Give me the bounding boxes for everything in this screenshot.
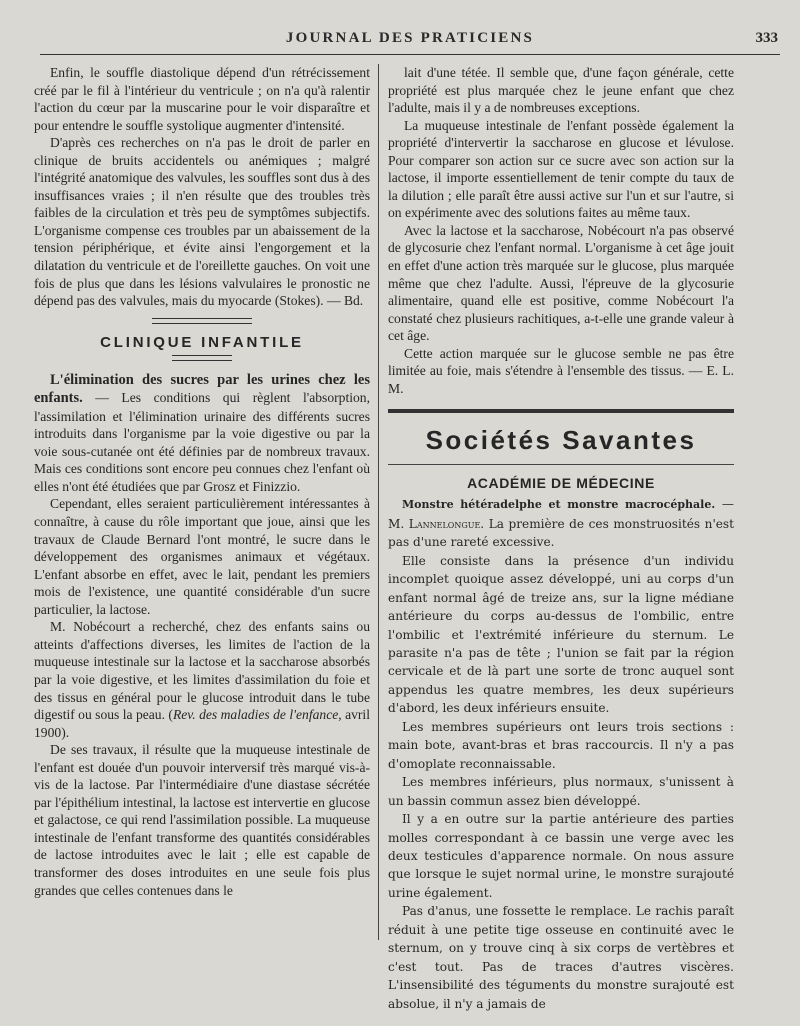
paragraph	[34, 618, 370, 741]
paragraph: La muqueuse intestinale de l'enfant possède également la propriété d'intervertir la saccharose en glucose et lévulose. Pour comparer son action sur ce sucre avec son action sur la lactose, il importe essentiellement de tenir compte du taux de la dilution ; elle paraît être aussi active sur l'un et sur l'autre, si on expérimente avec des solutions faites au même taux.	[388, 117, 734, 221]
article-title: Monstre hétéradelphe et monstre macrocéphale.	[402, 498, 716, 512]
paragraph: D'après ces recherches on n'a pas le droit de parler en clinique de bruits accidentels ou anémiques ; malgré l'intégrité anatomique des valvules, les souffles sont dus à des insuffisances vraies ; il n'en résulte que des troubles très faibles de la circulation et très peu de symptômes subjectifs. L'organisme compense ces troubles par un abaissement de la tension périphérique, et évite ainsi l'engorgement et la dilatation du ventricule et de l'oreillette gauches. On voit une fois de plus que dans les lésions valvulaires le pronostic ne dépend pas des valvules, mais du myocarde (Stokes). — Bd.	[34, 135, 370, 309]
running-title: JOURNAL DES PRATICIENS	[285, 30, 535, 46]
page-header	[40, 28, 780, 55]
paragraph-text: — Les conditions qui règlent l'absorption, l'assimilation et l'élimination urinaire des différents sucres introduits dans l'organisme par la voie digestive ou par la voie sous-cutanée ont été définies par de nombreux travaux. Mais ces conditions sont encore peu connues chez l'enfant où elles n'ont été étudiées que par Grosz et Finizzio.	[34, 390, 370, 494]
column-divider	[378, 64, 379, 940]
paragraph: Elle consiste dans la présence d'un individu incomplet quoique assez développé, uni au corps d'un enfant normal âgé de treize ans, sur la ligne médiane antérieure du corps au-dessus de l'ombilic, entre l'ombilic et l'extrémité inférieure du sternum. Le parasite n'a pas de tête ; l'union se fait par la région cervicale et de là part une sorte de tronc auquel sont appendus les quatre membres, les deux supérieurs d'abord, les deux inférieurs ensuite.	[388, 553, 734, 716]
section-rule	[388, 409, 734, 413]
divider	[388, 464, 734, 465]
paragraph: Pas d'anus, une fossette le remplace. Le rachis paraît réduit à une petite tige osseuse en continuité avec le sternum, on y trouve cinq à six corps de vertèbres et c'est tout. Pas de traces d'autres viscères. L'insensibilité des téguments du monstre surajouté est absolue, il n'y a jamais de	[388, 904, 734, 1011]
article-title: L'élimination des sucres par les urines chez les enfants.	[34, 371, 370, 407]
paragraph: Avec la lactose et la saccharose, Nobécourt n'a pas observé de glycosurie chez l'enfant normal. L'organisme à cet âge jouit en effet d'une action très marquée sur le glucose, plus marquée même que chez l'adulte. Aussi, l'épreuve de la glycosurie alimentaire, quand elle est positive, comme Nobécourt l'a constaté chez plusieurs rachitiques, a-t-elle une grande valeur à cet âge.	[388, 222, 734, 344]
subsection-title: ACADÉMIE DE MÉDECINE	[467, 475, 655, 492]
article-lead-paragraph	[34, 371, 370, 496]
page-number: 333	[755, 30, 778, 46]
citation-journal: Rev. des maladies de l'enfance	[172, 707, 339, 723]
paragraph: Les membres inférieurs, plus normaux, s'unissent à un bassin commun assez bien développé.	[388, 775, 734, 808]
paragraph: Il y a en outre sur la partie antérieure des parties molles correspondant à ce bassin une verge avec les deux testicules d'apparence normale. On nous assure que lorsque le sujet normal urine, le monstre surajouté urine également.	[388, 812, 734, 900]
paragraph: De ses travaux, il résulte que la muqueuse intestinale de l'enfant est douée d'un pouvoir interversif très marqué vis-à-vis de la lactose. Par l'intermédiaire d'une diastase sécrétée par l'épithélium intestinal, la lactose est intervertie en glucose et galactose, ce qui rend l'assimilation possible. La muqueuse intestinale de l'enfant transforme des quantités considérables de lactose introduites avec le lait ; elle est capable de transformer des doses introduites en une seule fois plus grandes que celles contenues dans le	[34, 742, 370, 898]
paragraph: Enfin, le souffle diastolique dépend d'un rétrécissement créé par le fil à l'intérieur du ventricule ; on n'a qu'à ralentir l'action du cœur par la muscarine pour le voir disparaître et pour entendre le souffle systolique augmenter d'intensité.	[34, 65, 370, 133]
paragraph-text: , avril 1900).	[34, 707, 370, 740]
paragraph-text: . La première de ces monstruosités n'est pas d'une rareté excessive.	[388, 516, 734, 550]
right-column	[388, 64, 734, 1019]
paragraph-text: M. Nobécourt a recherché, chez des enfants sains ou atteints d'affections diverses, les limites de l'action de la muqueuse intestinale sur la lactose et la saccharose absorbés par la voie digestive, et les limites d'assimilation du foie et des tissus en général pour le glucose introduit dans le tube digestif ou sous la peau. (	[34, 619, 370, 723]
left-column	[34, 64, 370, 1019]
ornament-rule	[172, 355, 232, 361]
author-name: Lannelongue	[408, 516, 481, 531]
paragraph: Cette action marquée sur le glucose semble ne pas être limitée au foie, mais s'étendre à l'ensemble des tissus. — E. L. M.	[388, 345, 734, 396]
paragraph: Cependant, elles seraient particulièrement intéressantes à connaître, à cause du rôle important que joue, ainsi que les travaux de Claude Bernard l'ont montré, le sucre dans le développement des organismes animaux et végétaux. L'enfant absorbe en effet, avec le lait, pendant les premiers mois de l'existence, une quantité considérable d'un sucre particulier, la lactose.	[34, 496, 370, 617]
paragraph: lait d'une tétée. Il semble que, d'une façon générale, cette propriété est plus marquée chez le jeune enfant que chez l'adulte, mais il y a de nombreuses exceptions.	[388, 65, 734, 116]
section-title: Sociétés Savantes	[425, 425, 697, 456]
paragraph: Les membres supérieurs ont leurs trois sections : main bote, avant-bras et bras raccourcis. Il n'y a pas d'omoplate reconnaissable.	[388, 719, 734, 771]
ornament-rule	[152, 318, 252, 324]
section-title: CLINIQUE INFANTILE	[100, 333, 304, 351]
paragraph-text: — M.	[388, 497, 734, 531]
paragraph	[388, 495, 734, 551]
